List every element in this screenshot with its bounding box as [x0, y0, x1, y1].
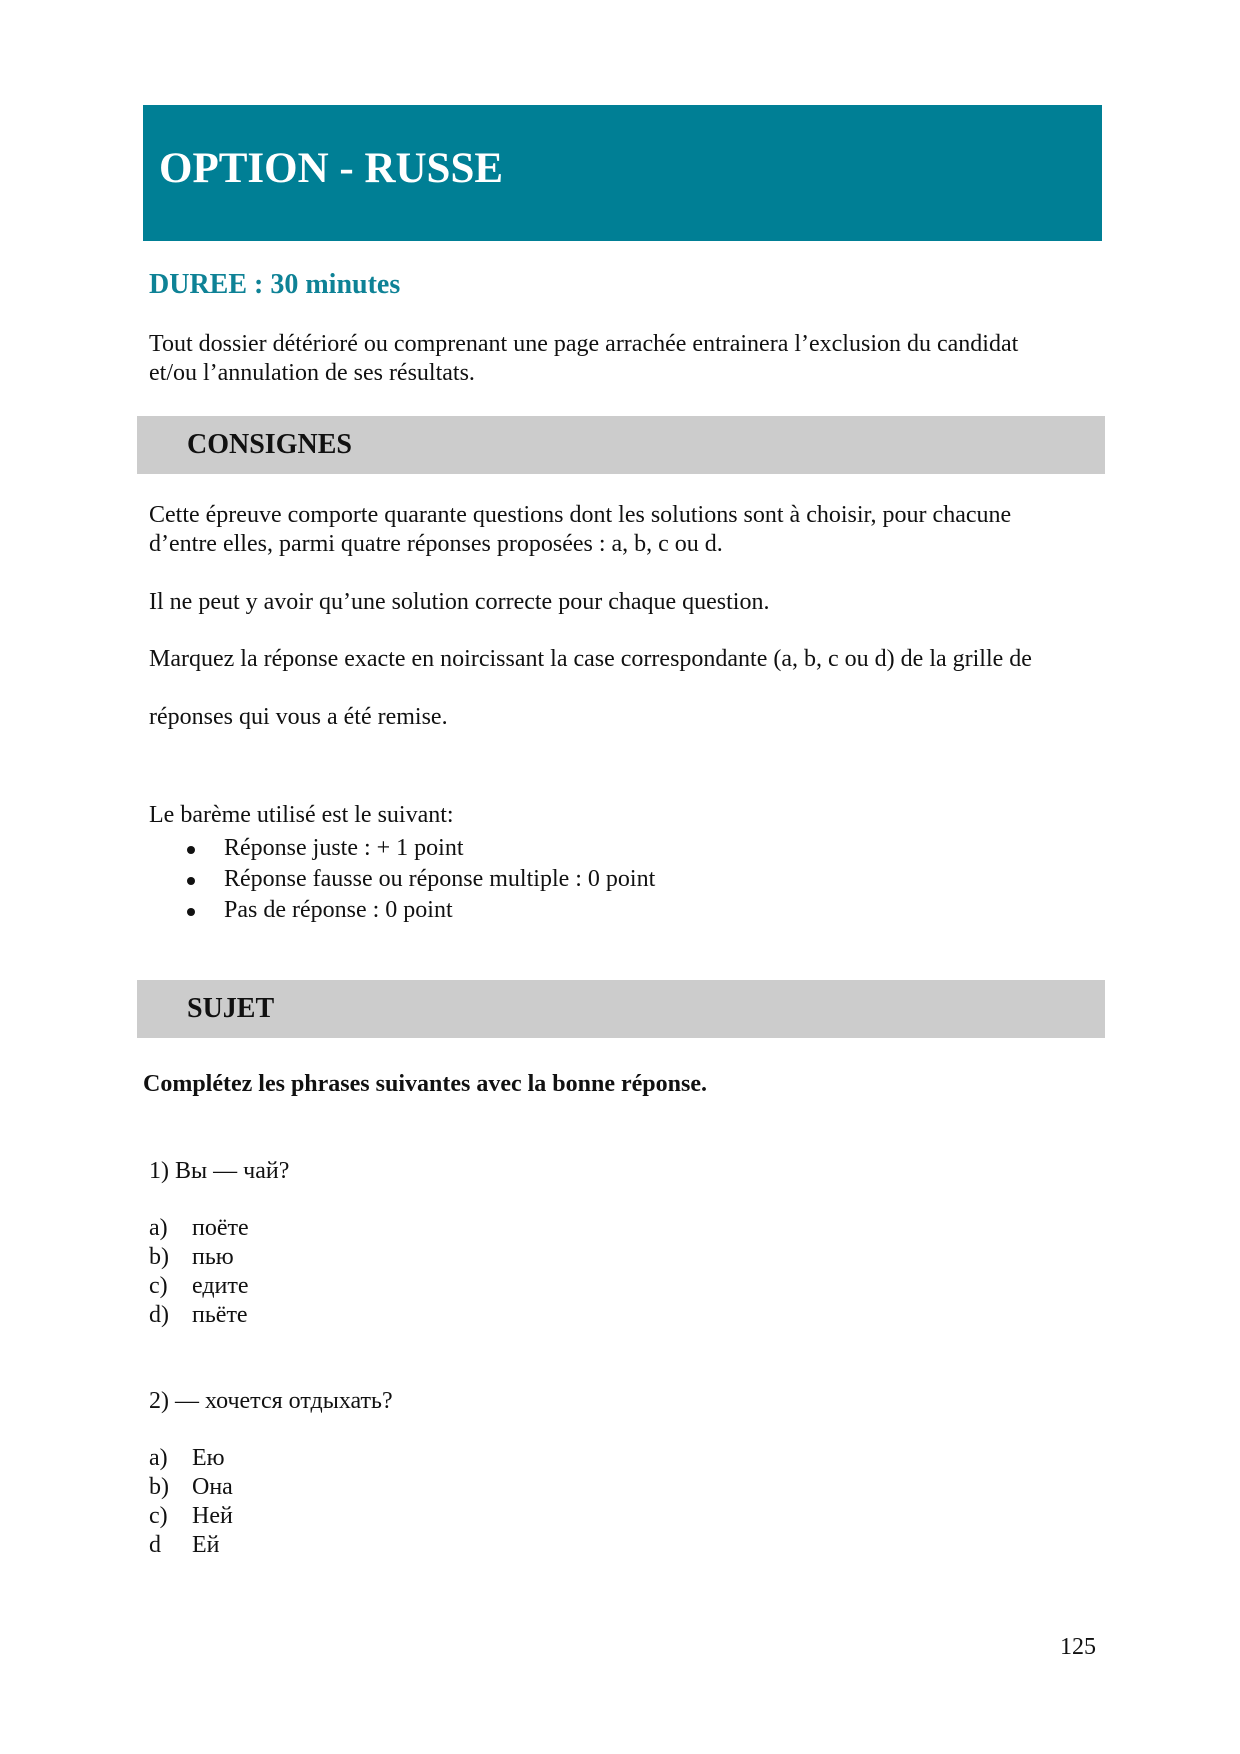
- answer-text: пью: [192, 1244, 234, 1270]
- warning-line-1: Tout dossier détérioré ou comprenant une page arrachée entrainera l’exclusion du candidat: [149, 331, 1019, 357]
- consignes-paragraph-2: Il ne peut y avoir qu’une solution correcte pour chaque question.: [149, 589, 770, 615]
- consignes-heading: CONSIGNES: [187, 429, 352, 460]
- consignes-paragraph-3-line-2: réponses qui vous a été remise.: [149, 704, 448, 730]
- question-2-options: [149, 1444, 233, 1560]
- answer-option: [149, 1214, 249, 1243]
- bareme-item-text: Réponse fausse ou réponse multiple : 0 point: [224, 866, 656, 892]
- sujet-section-header: [137, 980, 1105, 1038]
- answer-option: [149, 1444, 233, 1473]
- bareme-item-text: Pas de réponse : 0 point: [224, 897, 453, 923]
- answer-text: Она: [192, 1474, 233, 1500]
- warning-line-2: et/ou l’annulation de ses résultats.: [149, 360, 475, 386]
- answer-text: Ней: [192, 1503, 233, 1529]
- answer-option: [149, 1243, 249, 1272]
- answer-text: едите: [192, 1273, 249, 1299]
- bareme-item: [149, 864, 655, 895]
- answer-letter: b): [149, 1474, 169, 1500]
- bareme-list: [149, 833, 655, 926]
- bareme-item: [149, 833, 655, 864]
- answer-letter: a): [149, 1215, 168, 1241]
- bullet-icon: [187, 908, 195, 916]
- answer-text: пьёте: [192, 1302, 248, 1328]
- bareme-item-text: Réponse juste : + 1 point: [224, 835, 464, 861]
- answer-letter: b): [149, 1244, 169, 1270]
- answer-letter: c): [149, 1273, 168, 1299]
- page-number: 125: [1060, 1634, 1096, 1660]
- answer-option: [149, 1272, 249, 1301]
- answer-option: [149, 1473, 233, 1502]
- duration-label: DUREE : 30 minutes: [149, 269, 401, 300]
- answer-option: [149, 1301, 249, 1330]
- question-1-options: [149, 1214, 249, 1330]
- consignes-paragraph-1-line-1: Cette épreuve comporte quarante questions dont les solutions sont à choisir, pour chacune: [149, 502, 1012, 528]
- consignes-section-header: [137, 416, 1105, 474]
- answer-letter: d: [149, 1532, 161, 1558]
- answer-letter: d): [149, 1302, 169, 1328]
- bullet-icon: [187, 846, 195, 854]
- bareme-intro: Le barème utilisé est le suivant:: [149, 802, 454, 828]
- answer-text: поёте: [192, 1215, 249, 1241]
- answer-letter: c): [149, 1503, 168, 1529]
- consignes-paragraph-3-line-1: Marquez la réponse exacte en noircissant la case correspondante (a, b, c ou d) de la grille de: [149, 646, 1032, 672]
- bareme-item: [149, 895, 655, 926]
- answer-option: [149, 1531, 233, 1560]
- title-banner: [143, 105, 1102, 241]
- sujet-heading: SUJET: [187, 993, 275, 1024]
- consignes-paragraph-1-line-2: d’entre elles, parmi quatre réponses proposées : a, b, c ou d.: [149, 531, 723, 557]
- answer-text: Ей: [192, 1532, 220, 1558]
- page-title: OPTION - RUSSE: [159, 145, 504, 192]
- sujet-instruction: Complétez les phrases suivantes avec la bonne réponse.: [143, 1071, 707, 1097]
- question-2-text: 2) — хочется отдыхать?: [149, 1388, 393, 1414]
- question-1-text: 1) Вы — чай?: [149, 1158, 290, 1184]
- answer-option: [149, 1502, 233, 1531]
- answer-text: Ею: [192, 1445, 225, 1471]
- bullet-icon: [187, 877, 195, 885]
- answer-letter: a): [149, 1445, 168, 1471]
